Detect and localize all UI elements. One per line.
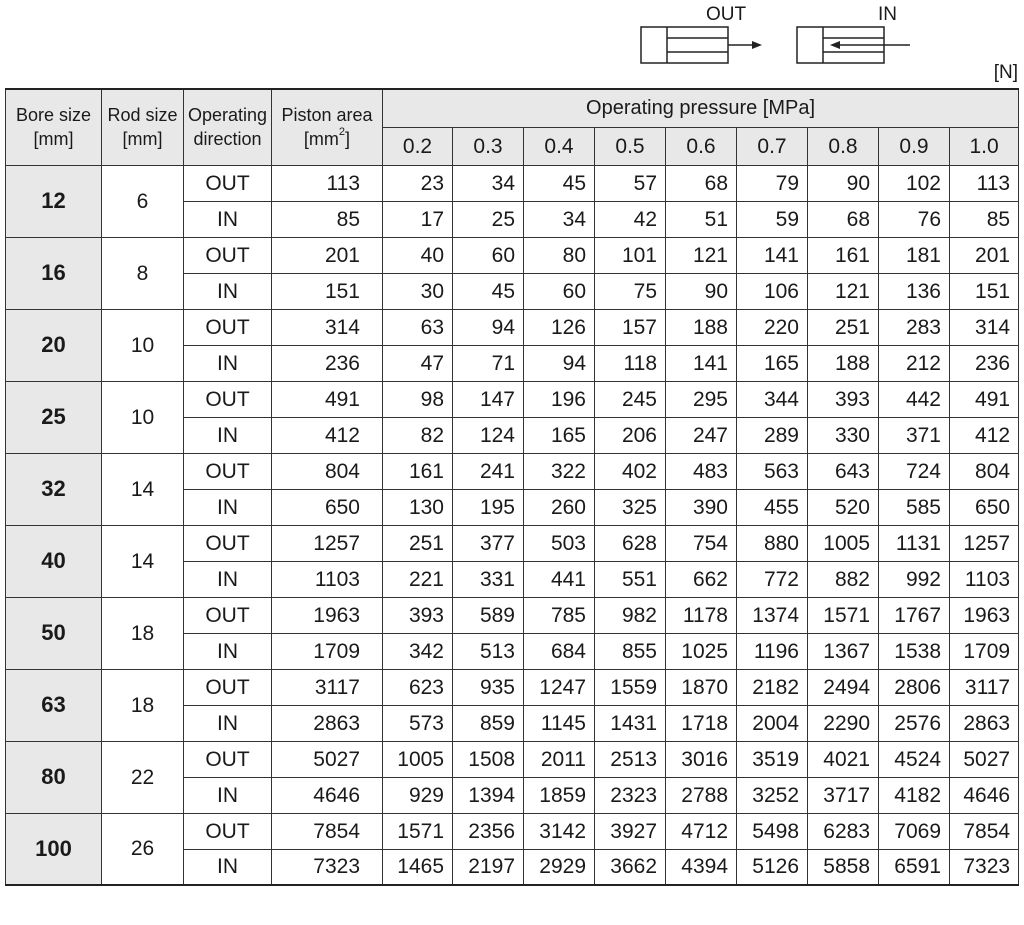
force-value-cell: 1005 xyxy=(808,525,879,561)
force-value-cell: 121 xyxy=(808,273,879,309)
force-value-cell: 1196 xyxy=(737,633,808,669)
pressure-header-cell: 0.8 xyxy=(808,127,879,165)
force-value-cell: 201 xyxy=(950,237,1019,273)
force-value-cell: 2788 xyxy=(666,777,737,813)
force-value-cell: 859 xyxy=(453,705,524,741)
force-value-cell: 882 xyxy=(808,561,879,597)
force-value-cell: 804 xyxy=(950,453,1019,489)
force-value-cell: 60 xyxy=(524,273,595,309)
force-value-cell: 643 xyxy=(808,453,879,489)
force-value-cell: 7069 xyxy=(879,813,950,849)
force-value-cell: 2494 xyxy=(808,669,879,705)
force-value-cell: 314 xyxy=(950,309,1019,345)
force-value-cell: 1145 xyxy=(524,705,595,741)
force-value-cell: 7854 xyxy=(950,813,1019,849)
force-value-cell: 4182 xyxy=(879,777,950,813)
force-value-cell: 1005 xyxy=(383,741,453,777)
pressure-header-cell: 0.3 xyxy=(453,127,524,165)
force-value-cell: 1431 xyxy=(595,705,666,741)
rod-size-cell: 18 xyxy=(102,669,184,741)
force-value-cell: 377 xyxy=(453,525,524,561)
force-value-cell: 212 xyxy=(879,345,950,381)
force-value-cell: 1767 xyxy=(879,597,950,633)
force-value-cell: 79 xyxy=(737,165,808,201)
piston-area-cell: 650 xyxy=(272,489,383,525)
table-row xyxy=(6,669,1019,705)
rod-size-cell: 22 xyxy=(102,741,184,813)
force-value-cell: 45 xyxy=(453,273,524,309)
force-value-cell: 251 xyxy=(808,309,879,345)
force-value-cell: 4712 xyxy=(666,813,737,849)
force-value-cell: 101 xyxy=(595,237,666,273)
force-value-cell: 57 xyxy=(595,165,666,201)
pressure-header-cell: 0.4 xyxy=(524,127,595,165)
piston-area-cell: 1963 xyxy=(272,597,383,633)
force-value-cell: 181 xyxy=(879,237,950,273)
force-value-cell: 6591 xyxy=(879,849,950,885)
bore-size-cell: 100 xyxy=(6,813,102,885)
force-value-cell: 2182 xyxy=(737,669,808,705)
force-value-cell: 785 xyxy=(524,597,595,633)
force-value-cell: 141 xyxy=(737,237,808,273)
force-value-cell: 68 xyxy=(808,201,879,237)
force-value-cell: 393 xyxy=(383,597,453,633)
pressure-header-cell: 0.2 xyxy=(383,127,453,165)
direction-cell: OUT xyxy=(184,813,272,849)
direction-cell: OUT xyxy=(184,453,272,489)
force-value-cell: 3662 xyxy=(595,849,666,885)
direction-cell: IN xyxy=(184,489,272,525)
force-value-cell: 130 xyxy=(383,489,453,525)
force-value-cell: 90 xyxy=(808,165,879,201)
force-value-cell: 650 xyxy=(950,489,1019,525)
force-value-cell: 2863 xyxy=(950,705,1019,741)
direction-cell: IN xyxy=(184,705,272,741)
force-value-cell: 322 xyxy=(524,453,595,489)
force-value-cell: 412 xyxy=(950,417,1019,453)
direction-cell: IN xyxy=(184,417,272,453)
piston-area-cell: 314 xyxy=(272,309,383,345)
force-value-cell: 206 xyxy=(595,417,666,453)
force-value-cell: 483 xyxy=(666,453,737,489)
piston-area-cell: 201 xyxy=(272,237,383,273)
force-value-cell: 2806 xyxy=(879,669,950,705)
piston-area-cell: 85 xyxy=(272,201,383,237)
direction-cell: IN xyxy=(184,345,272,381)
force-value-cell: 684 xyxy=(524,633,595,669)
piston-area-cell: 113 xyxy=(272,165,383,201)
bore-size-header: Bore size [mm] xyxy=(6,89,102,165)
force-value-cell: 1859 xyxy=(524,777,595,813)
direction-cell: OUT xyxy=(184,597,272,633)
force-value-cell: 5498 xyxy=(737,813,808,849)
force-value-cell: 5858 xyxy=(808,849,879,885)
force-value-cell: 30 xyxy=(383,273,453,309)
rod-size-cell: 10 xyxy=(102,309,184,381)
force-value-cell: 1559 xyxy=(595,669,666,705)
force-value-cell: 295 xyxy=(666,381,737,417)
direction-cell: IN xyxy=(184,849,272,885)
force-value-cell: 662 xyxy=(666,561,737,597)
rod-size-cell: 14 xyxy=(102,525,184,597)
force-value-cell: 1963 xyxy=(950,597,1019,633)
force-value-cell: 80 xyxy=(524,237,595,273)
force-value-cell: 60 xyxy=(453,237,524,273)
bore-size-cell: 80 xyxy=(6,741,102,813)
force-value-cell: 2290 xyxy=(808,705,879,741)
pressure-header-cell: 1.0 xyxy=(950,127,1019,165)
bore-size-cell: 12 xyxy=(6,165,102,237)
force-value-cell: 3142 xyxy=(524,813,595,849)
force-value-cell: 935 xyxy=(453,669,524,705)
force-value-cell: 330 xyxy=(808,417,879,453)
force-value-cell: 2004 xyxy=(737,705,808,741)
force-value-cell: 1247 xyxy=(524,669,595,705)
force-value-cell: 90 xyxy=(666,273,737,309)
in-cylinder-icon xyxy=(797,27,910,63)
rod-size-cell: 8 xyxy=(102,237,184,309)
piston-area-cell: 1103 xyxy=(272,561,383,597)
pressure-header-cell: 0.7 xyxy=(737,127,808,165)
force-value-cell: 188 xyxy=(808,345,879,381)
force-value-cell: 1571 xyxy=(383,813,453,849)
force-value-cell: 585 xyxy=(879,489,950,525)
piston-area-cell: 5027 xyxy=(272,741,383,777)
force-value-cell: 40 xyxy=(383,237,453,273)
force-value-cell: 1870 xyxy=(666,669,737,705)
force-value-cell: 34 xyxy=(524,201,595,237)
force-value-cell: 151 xyxy=(950,273,1019,309)
force-value-cell: 283 xyxy=(879,309,950,345)
force-value-cell: 1465 xyxy=(383,849,453,885)
force-value-cell: 3927 xyxy=(595,813,666,849)
in-label: IN xyxy=(878,4,897,25)
force-value-cell: 94 xyxy=(453,309,524,345)
force-value-cell: 147 xyxy=(453,381,524,417)
force-value-cell: 45 xyxy=(524,165,595,201)
force-value-cell: 63 xyxy=(383,309,453,345)
force-value-cell: 165 xyxy=(524,417,595,453)
force-value-cell: 513 xyxy=(453,633,524,669)
force-value-cell: 136 xyxy=(879,273,950,309)
force-value-cell: 75 xyxy=(595,273,666,309)
force-value-cell: 2011 xyxy=(524,741,595,777)
force-value-cell: 3016 xyxy=(666,741,737,777)
force-value-cell: 118 xyxy=(595,345,666,381)
force-value-cell: 85 xyxy=(950,201,1019,237)
force-value-cell: 772 xyxy=(737,561,808,597)
direction-cell: OUT xyxy=(184,309,272,345)
table-row xyxy=(6,453,1019,489)
force-value-cell: 4021 xyxy=(808,741,879,777)
force-value-cell: 880 xyxy=(737,525,808,561)
table-row xyxy=(6,813,1019,849)
force-value-cell: 6283 xyxy=(808,813,879,849)
table-row xyxy=(6,381,1019,417)
force-value-cell: 220 xyxy=(737,309,808,345)
force-value-cell: 623 xyxy=(383,669,453,705)
table-row xyxy=(6,237,1019,273)
rod-size-cell: 10 xyxy=(102,381,184,453)
piston-area-cell: 7323 xyxy=(272,849,383,885)
bore-size-cell: 20 xyxy=(6,309,102,381)
force-value-cell: 71 xyxy=(453,345,524,381)
table-row xyxy=(6,309,1019,345)
table-row xyxy=(6,165,1019,201)
force-value-cell: 1709 xyxy=(950,633,1019,669)
direction-cell: OUT xyxy=(184,381,272,417)
piston-area-cell: 151 xyxy=(272,273,383,309)
direction-cell: OUT xyxy=(184,165,272,201)
bore-size-cell: 50 xyxy=(6,597,102,669)
bore-size-cell: 16 xyxy=(6,237,102,309)
force-value-cell: 157 xyxy=(595,309,666,345)
bore-size-cell: 32 xyxy=(6,453,102,525)
rod-size-cell: 18 xyxy=(102,597,184,669)
force-value-cell: 260 xyxy=(524,489,595,525)
force-value-cell: 2323 xyxy=(595,777,666,813)
force-value-cell: 344 xyxy=(737,381,808,417)
force-value-cell: 1718 xyxy=(666,705,737,741)
piston-area-cell: 1709 xyxy=(272,633,383,669)
bore-size-cell: 40 xyxy=(6,525,102,597)
force-value-cell: 342 xyxy=(383,633,453,669)
force-value-cell: 3252 xyxy=(737,777,808,813)
force-value-cell: 371 xyxy=(879,417,950,453)
force-value-cell: 76 xyxy=(879,201,950,237)
force-value-cell: 520 xyxy=(808,489,879,525)
force-value-cell: 17 xyxy=(383,201,453,237)
force-value-cell: 161 xyxy=(383,453,453,489)
force-value-cell: 491 xyxy=(950,381,1019,417)
rod-size-header: Rod size [mm] xyxy=(102,89,184,165)
force-value-cell: 325 xyxy=(595,489,666,525)
force-value-cell: 94 xyxy=(524,345,595,381)
force-value-cell: 402 xyxy=(595,453,666,489)
table-body xyxy=(6,165,1019,885)
force-value-cell: 126 xyxy=(524,309,595,345)
direction-cell: OUT xyxy=(184,669,272,705)
force-value-cell: 251 xyxy=(383,525,453,561)
table-row xyxy=(6,741,1019,777)
piston-area-cell: 236 xyxy=(272,345,383,381)
force-value-cell: 982 xyxy=(595,597,666,633)
force-value-cell: 929 xyxy=(383,777,453,813)
force-value-cell: 390 xyxy=(666,489,737,525)
force-value-cell: 4524 xyxy=(879,741,950,777)
out-label: OUT xyxy=(706,4,747,25)
force-value-cell: 42 xyxy=(595,201,666,237)
force-value-cell: 393 xyxy=(808,381,879,417)
operating-pressure-header: Operating pressure [MPa] xyxy=(383,89,1019,127)
force-value-cell: 1131 xyxy=(879,525,950,561)
force-value-cell: 82 xyxy=(383,417,453,453)
force-value-cell: 724 xyxy=(879,453,950,489)
force-value-cell: 455 xyxy=(737,489,808,525)
direction-cell: IN xyxy=(184,201,272,237)
force-value-cell: 1367 xyxy=(808,633,879,669)
force-value-cell: 124 xyxy=(453,417,524,453)
force-value-cell: 161 xyxy=(808,237,879,273)
piston-area-cell: 491 xyxy=(272,381,383,417)
force-value-cell: 1178 xyxy=(666,597,737,633)
force-value-cell: 68 xyxy=(666,165,737,201)
piston-area-cell: 4646 xyxy=(272,777,383,813)
cylinder-force-table xyxy=(5,88,1019,886)
force-value-cell: 7323 xyxy=(950,849,1019,885)
force-value-cell: 121 xyxy=(666,237,737,273)
force-value-cell: 5126 xyxy=(737,849,808,885)
force-value-cell: 589 xyxy=(453,597,524,633)
piston-area-cell: 7854 xyxy=(272,813,383,849)
force-value-cell: 5027 xyxy=(950,741,1019,777)
direction-cell: OUT xyxy=(184,741,272,777)
force-value-cell: 573 xyxy=(383,705,453,741)
force-value-cell: 196 xyxy=(524,381,595,417)
force-value-cell: 331 xyxy=(453,561,524,597)
force-value-cell: 4646 xyxy=(950,777,1019,813)
force-value-cell: 992 xyxy=(879,561,950,597)
pressure-header-cell: 0.5 xyxy=(595,127,666,165)
direction-cell: IN xyxy=(184,561,272,597)
force-value-cell: 2197 xyxy=(453,849,524,885)
force-value-cell: 551 xyxy=(595,561,666,597)
force-value-cell: 441 xyxy=(524,561,595,597)
piston-area-header: Piston area $[mm^2]$ xyxy=(272,89,383,165)
bore-size-cell: 63 xyxy=(6,669,102,741)
force-value-cell: 106 xyxy=(737,273,808,309)
direction-cell: IN xyxy=(184,777,272,813)
force-value-cell: 1025 xyxy=(666,633,737,669)
table-row xyxy=(6,525,1019,561)
piston-area-cell: 1257 xyxy=(272,525,383,561)
force-value-cell: 3117 xyxy=(950,669,1019,705)
force-value-cell: 98 xyxy=(383,381,453,417)
force-value-cell: 241 xyxy=(453,453,524,489)
force-value-cell: 23 xyxy=(383,165,453,201)
direction-cell: IN xyxy=(184,273,272,309)
force-value-cell: 1538 xyxy=(879,633,950,669)
table-row xyxy=(6,597,1019,633)
out-cylinder-icon xyxy=(641,27,762,63)
force-value-cell: 3519 xyxy=(737,741,808,777)
force-value-cell: 2576 xyxy=(879,705,950,741)
force-value-cell: 855 xyxy=(595,633,666,669)
force-value-cell: 563 xyxy=(737,453,808,489)
force-value-cell: 188 xyxy=(666,309,737,345)
force-value-cell: 245 xyxy=(595,381,666,417)
pressure-header-cell: 0.6 xyxy=(666,127,737,165)
force-value-cell: 34 xyxy=(453,165,524,201)
piston-area-cell: 3117 xyxy=(272,669,383,705)
force-value-cell: 2929 xyxy=(524,849,595,885)
force-value-cell: 47 xyxy=(383,345,453,381)
rod-size-cell: 6 xyxy=(102,165,184,237)
force-value-cell: 59 xyxy=(737,201,808,237)
bore-size-cell: 25 xyxy=(6,381,102,453)
direction-diagram xyxy=(600,0,1024,90)
force-value-cell: 2356 xyxy=(453,813,524,849)
piston-area-cell: 2863 xyxy=(272,705,383,741)
direction-cell: OUT xyxy=(184,525,272,561)
operating-direction-header: Operating direction xyxy=(184,89,272,165)
force-value-cell: 628 xyxy=(595,525,666,561)
unit-label: [N] xyxy=(993,62,1018,83)
force-value-cell: 1103 xyxy=(950,561,1019,597)
force-value-cell: 442 xyxy=(879,381,950,417)
force-value-cell: 1374 xyxy=(737,597,808,633)
force-value-cell: 141 xyxy=(666,345,737,381)
force-value-cell: 1508 xyxy=(453,741,524,777)
force-value-cell: 247 xyxy=(666,417,737,453)
force-value-cell: 2513 xyxy=(595,741,666,777)
piston-area-cell: 804 xyxy=(272,453,383,489)
force-value-cell: 195 xyxy=(453,489,524,525)
pressure-header-cell: 0.9 xyxy=(879,127,950,165)
rod-size-cell: 14 xyxy=(102,453,184,525)
force-value-cell: 51 xyxy=(666,201,737,237)
piston-area-cell: 412 xyxy=(272,417,383,453)
cylinder-diagram xyxy=(600,0,1024,90)
force-value-cell: 4394 xyxy=(666,849,737,885)
force-value-cell: 289 xyxy=(737,417,808,453)
force-value-cell: 1257 xyxy=(950,525,1019,561)
rod-size-cell: 26 xyxy=(102,813,184,885)
force-value-cell: 25 xyxy=(453,201,524,237)
force-value-cell: 102 xyxy=(879,165,950,201)
direction-cell: OUT xyxy=(184,237,272,273)
force-value-cell: 113 xyxy=(950,165,1019,201)
force-value-cell: 165 xyxy=(737,345,808,381)
direction-cell: IN xyxy=(184,633,272,669)
force-value-cell: 1394 xyxy=(453,777,524,813)
force-value-cell: 754 xyxy=(666,525,737,561)
force-value-cell: 236 xyxy=(950,345,1019,381)
force-value-cell: 1571 xyxy=(808,597,879,633)
force-value-cell: 221 xyxy=(383,561,453,597)
force-value-cell: 503 xyxy=(524,525,595,561)
force-value-cell: 3717 xyxy=(808,777,879,813)
